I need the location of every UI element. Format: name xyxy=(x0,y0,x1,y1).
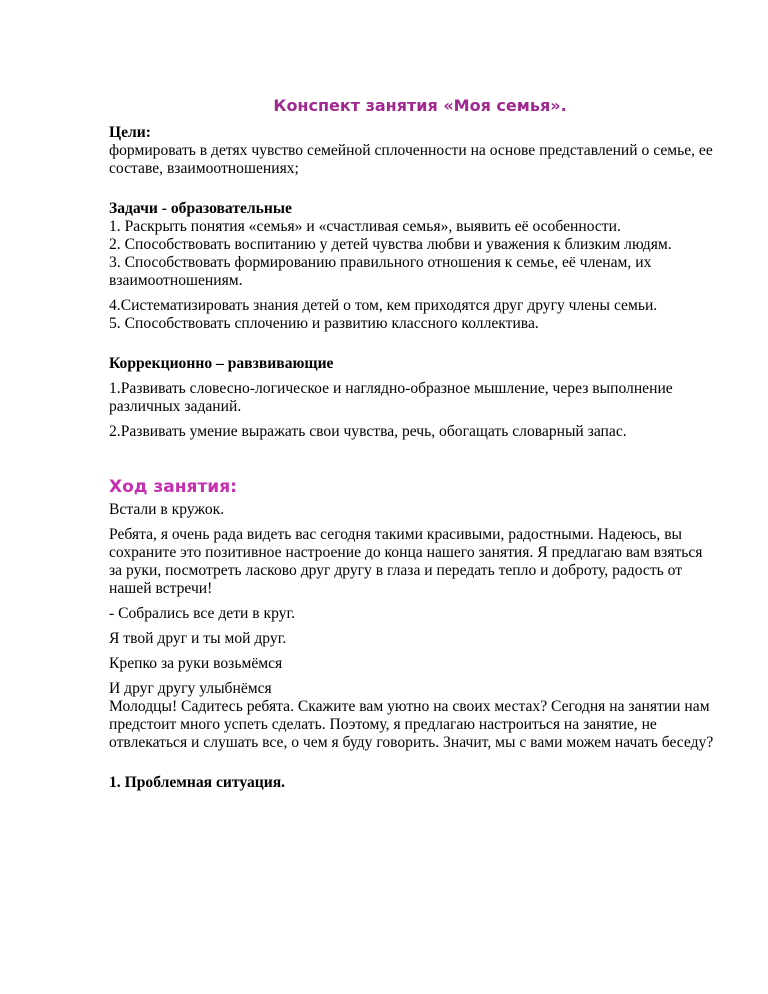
tasks-edu-item-4: 4.Систематизировать знания детей о том, кем приходятся друг другу члены семьи. xyxy=(109,297,658,314)
document-page xyxy=(109,96,719,792)
tasks-edu-item-5: 5. Способствовать сплочению и развитию классного коллектива. xyxy=(109,315,539,332)
tasks-corr-item-2: 2.Развивать умение выражать свои чувства, речь, обогащать словарный запас. xyxy=(109,423,627,440)
tasks-corr-item-1: 1.Развивать словесно-логическое и наглядно-образное мышление, через выполнение различных заданий. xyxy=(109,380,673,415)
goals-heading: Цели: xyxy=(109,124,151,141)
tasks-edu-item-2: 2. Способствовать воспитанию у детей чувства любви и уважения к близким людям. xyxy=(109,236,672,253)
tasks-corr-heading: Коррекционно – равзвивающие xyxy=(109,355,334,372)
tasks-edu-heading: Задачи - образовательные xyxy=(109,200,292,217)
page-title: Конспект занятия «Моя семья». xyxy=(273,96,567,115)
lesson-paragraph-4: Я твой друг и ты мой друг. xyxy=(109,630,287,647)
lesson-paragraph-7: Молодцы! Садитесь ребята. Скажите вам уютно на своих местах? Сегодня на занятии нам предстоит много успеть сделать. Поэтому, я предлагаю настроиться на занятие, не отвлекаться и слушать все, о чем я буду говорить. Значит, мы с вами можем начать беседу? xyxy=(109,698,714,751)
problem-heading: 1. Проблемная ситуация. xyxy=(109,774,286,791)
lesson-paragraph-2: Ребята, я очень рада видеть вас сегодня такими красивыми, радостными. Надеюсь, вы сохраните это позитивное настроение до конца нашего занятия. Я предлагаю вам взяться за руки, посмотреть ласково друг другу в глаза и передать тепло и доброту, радость от нашей встречи! xyxy=(109,526,703,597)
lesson-paragraph-6: И друг другу улыбнёмся xyxy=(109,680,272,697)
lesson-paragraph-1: Встали в кружок. xyxy=(109,501,225,518)
lesson-paragraph-5: Крепко за руки возьмёмся xyxy=(109,655,283,672)
goals-text: формировать в детях чувство семейной сплоченности на основе представлений о семье, ее составе, взаимоотношениях; xyxy=(109,142,713,177)
tasks-edu-item-1: 1. Раскрыть понятия «семья» и «счастливая семья», выявить её особенности. xyxy=(109,218,621,235)
lesson-heading: Ход занятия: xyxy=(109,477,237,497)
tasks-edu-item-3: 3. Способствовать формированию правильного отношения к семье, её членам, их взаимоотношениям. xyxy=(109,254,652,289)
lesson-paragraph-3: - Собрались все дети в круг. xyxy=(109,605,296,622)
